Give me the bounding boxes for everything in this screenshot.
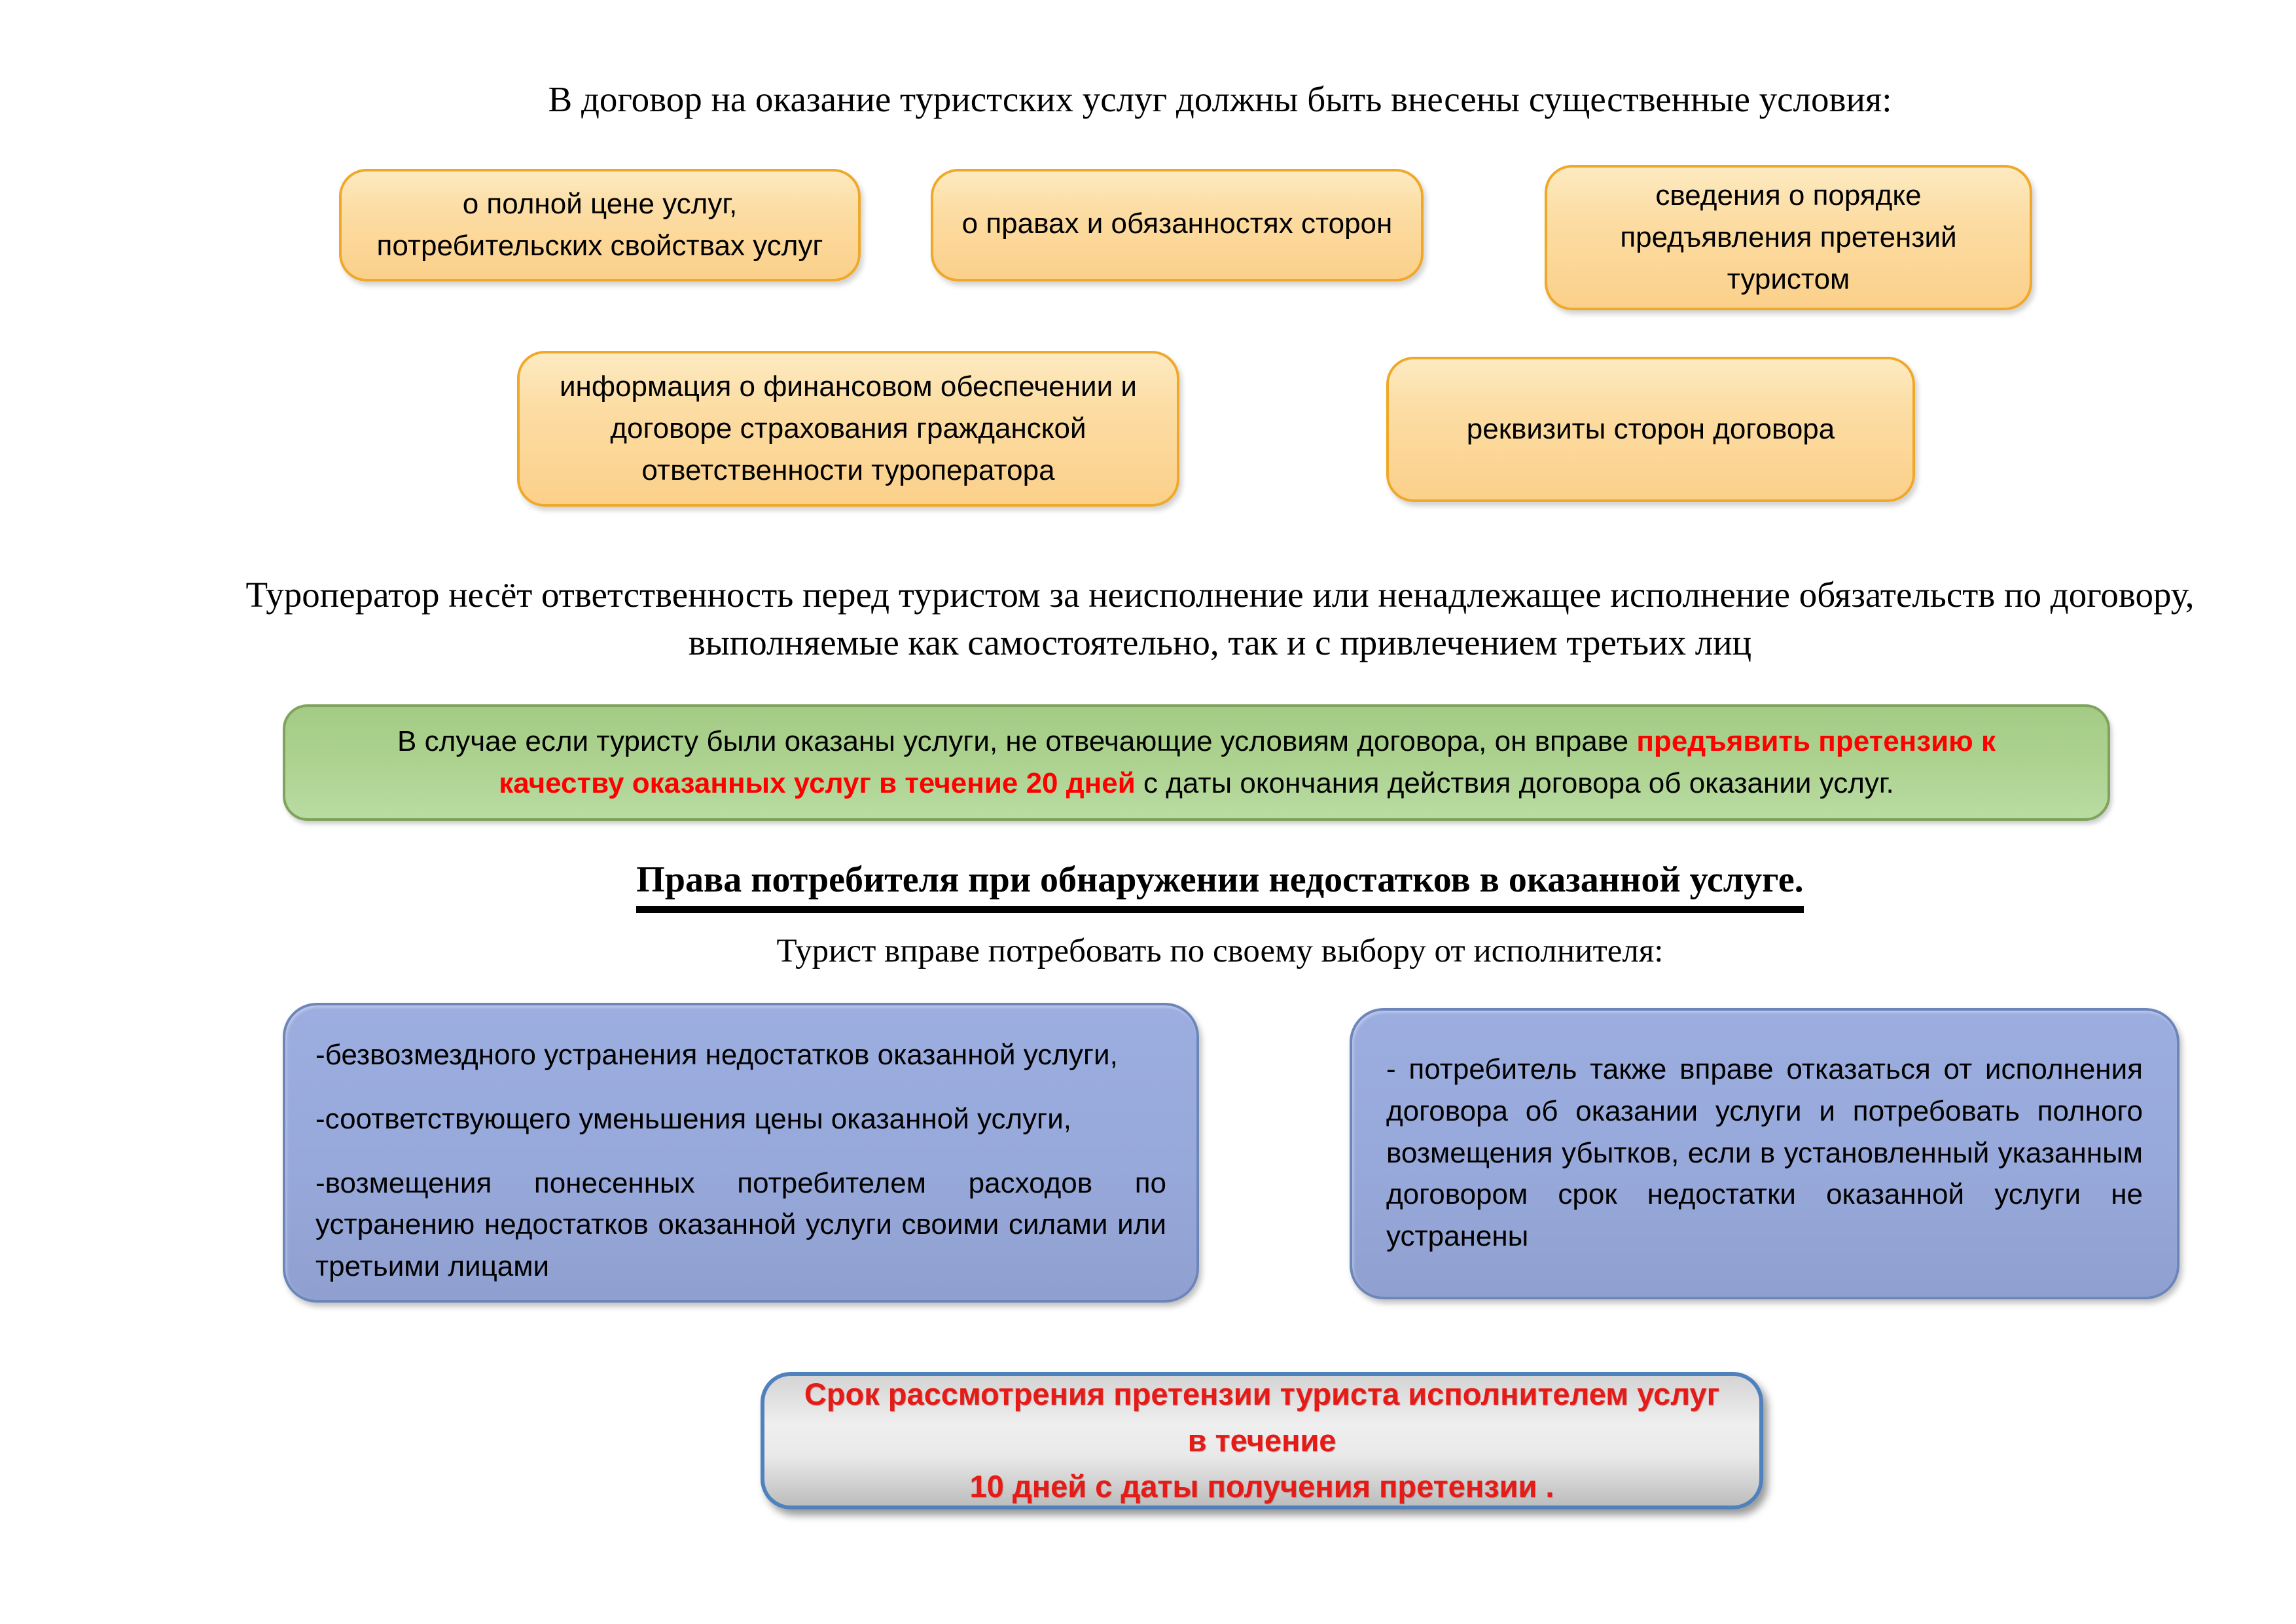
condition-box-requisites-label: реквизиты сторон договора — [1466, 413, 1835, 446]
claim-notice-before: В случае если туристу были оказаны услуги, не отвечающие условиям договора, он вправе — [397, 725, 1637, 758]
condition-box-rights-duties — [931, 169, 1424, 281]
claim-notice-text — [370, 721, 2022, 804]
rights-heading-wrap — [144, 859, 2296, 913]
deadline-box — [761, 1372, 1763, 1509]
condition-box-financial-security-label: информация о финансовом обеспечении и договоре страхования гражданской ответственности туроператора — [559, 370, 1138, 486]
condition-box-claims-procedure — [1545, 165, 2032, 310]
deadline-line-1: Срок рассмотрения претензии туриста исполнителем услуг в течение — [804, 1377, 1720, 1458]
claim-notice-after: с даты окончания действия договора об оказании услуг. — [1135, 767, 1894, 799]
consumer-option-free-remedy: -безвозмездного устранения недостатков оказанной услуги, — [315, 1039, 1118, 1071]
claim-notice-highlight: предъявить претензию к качеству оказанных услуг в течение 20 дней — [499, 725, 1996, 799]
page-title: В договор на оказание туристских услуг должны быть внесены существенные условия: — [548, 79, 1892, 119]
condition-box-requisites — [1386, 357, 1915, 502]
refusal-option-box: - потребитель также вправе отказаться от исполнения договора об оказании услуги и потребовать полного возмещения убытков, если в установленный указанным договором срок недостатки оказанной услуги не устранены — [1350, 1008, 2179, 1299]
condition-box-rights-duties-label: о правах и обязанностях сторон — [961, 208, 1393, 240]
claim-notice-box — [283, 704, 2110, 821]
responsibility-note: Туроператор несёт ответственность перед туристом за неисполнение или ненадлежащее исполнение обязательств по договору, выполняемые как самостоятельно, так и с привлечением третьих лиц — [245, 575, 2195, 663]
rights-heading: Права потребителя при обнаружении недостатков в оказанной услуге. — [636, 859, 1803, 913]
condition-box-claims-procedure-label: сведения о порядке предъявления претензий туристом — [1620, 179, 1957, 295]
condition-box-price-label: о полной цене услуг, потребительских свойствах услуг — [376, 188, 823, 262]
rights-subtitle: Турист вправе потребовать по своему выбору от исполнителя: — [776, 933, 1664, 969]
condition-box-financial-security — [517, 351, 1179, 507]
condition-box-price — [339, 169, 861, 281]
deadline-line-2: 10 дней с даты получения претензии . — [969, 1469, 1554, 1504]
consumer-options-box — [283, 1003, 1199, 1303]
consumer-option-price-reduction: -соответствующего уменьшения цены оказанной услуги, — [315, 1102, 1072, 1135]
consumer-option-cost-reimbursement: -возмещения понесенных потребителем расходов по устранению недостатков оказанной услуги своими силами или третьими лицами — [315, 1166, 1166, 1283]
